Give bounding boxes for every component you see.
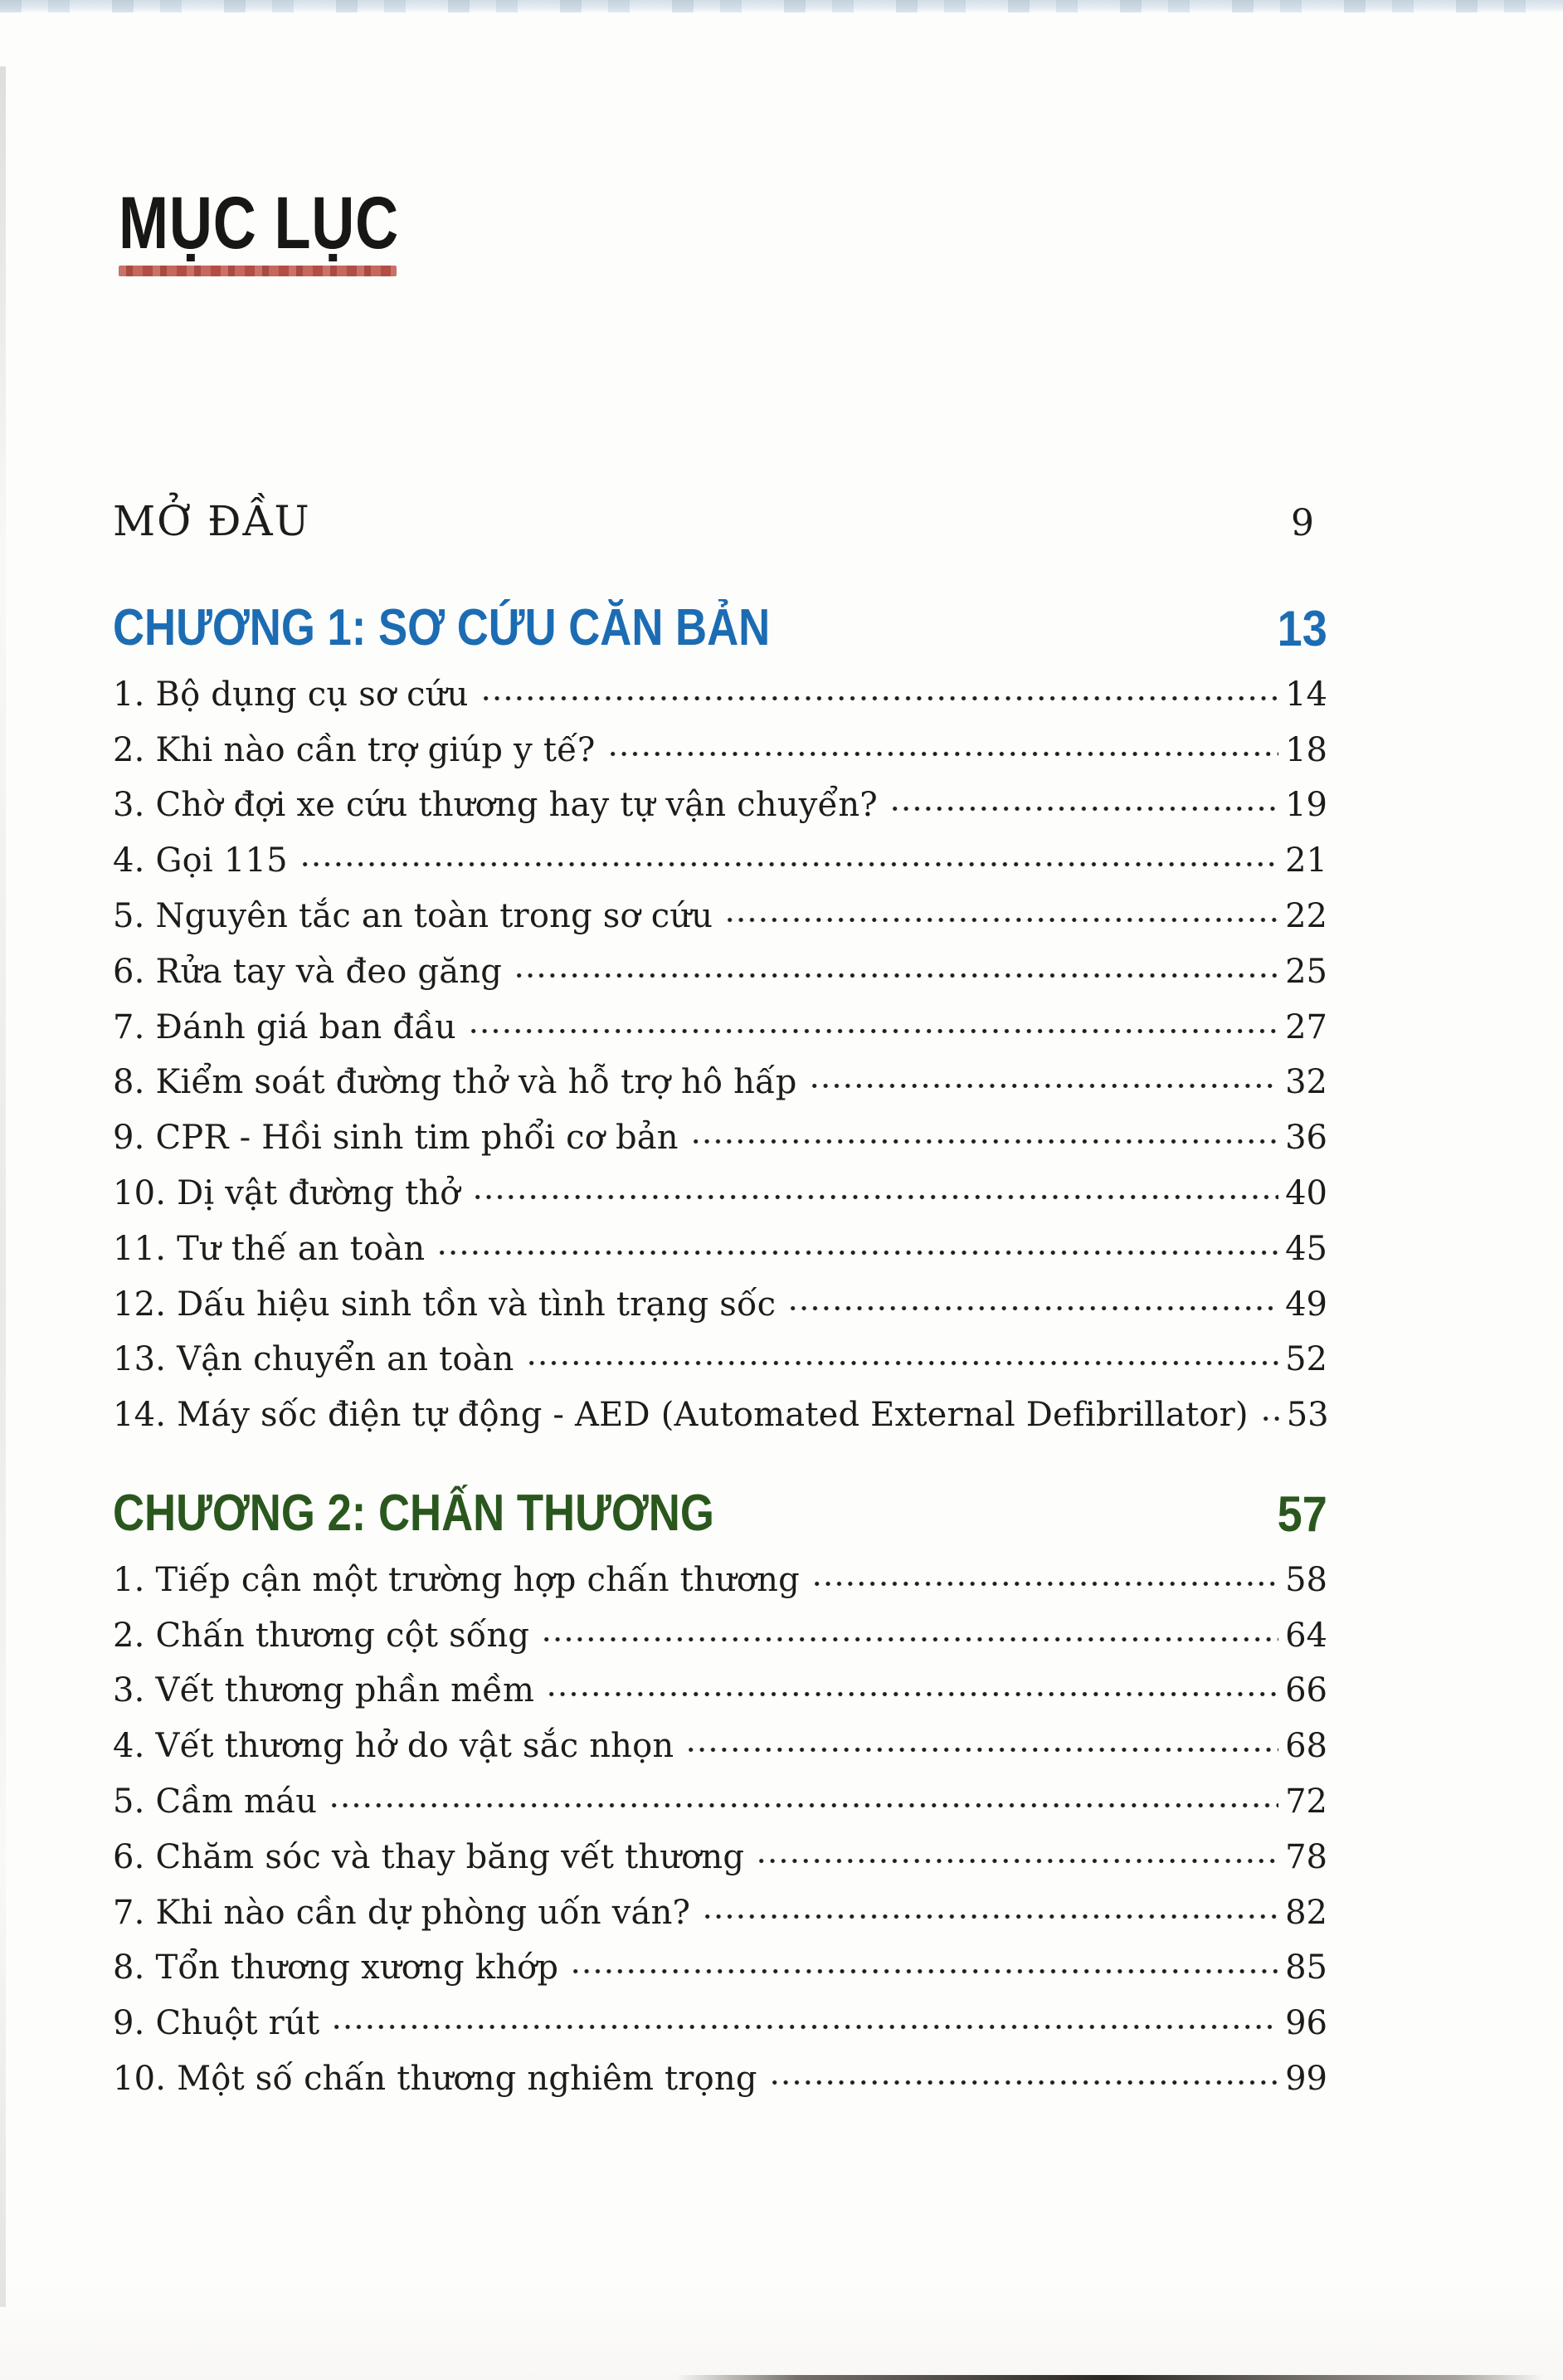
entry-label: 7. Đánh giá ban đầu [113, 1007, 456, 1046]
scan-artifact-bottom-shadow [676, 2375, 1543, 2380]
entry-label: 6. Chăm sóc và thay băng vết thương [113, 1837, 745, 1876]
entry-page-number: 49 [1285, 1285, 1327, 1324]
entry-label: 5. Nguyên tắc an toàn trong sơ cứu [113, 896, 713, 935]
chapter-1-heading [113, 599, 1327, 656]
toc-entry-row [113, 1991, 1327, 2046]
entry-page-number: 64 [1285, 1616, 1327, 1655]
entry-label: 10. Một số chấn thương nghiêm trọng [113, 2059, 757, 2098]
page-title: MỤC LỤC [119, 181, 400, 264]
entry-label: 6. Rửa tay và đeo găng [113, 952, 503, 991]
entry-label: 2. Chấn thương cột sống [113, 1616, 530, 1655]
intro-label: MỞ ĐẦU [113, 497, 311, 545]
entry-page-number: 14 [1285, 675, 1327, 714]
toc-entry-row [113, 1051, 1327, 1106]
entry-page-number: 68 [1285, 1727, 1327, 1766]
dot-leader [299, 861, 1278, 868]
entry-label: 1. Tiếp cận một trường hợp chấn thương [113, 1560, 800, 1599]
entry-page-number: 32 [1285, 1063, 1327, 1102]
toc-entry-row [113, 2046, 1327, 2102]
scan-artifact-top-band [0, 0, 1563, 12]
entry-page-number: 66 [1285, 1671, 1327, 1710]
entry-label: 9. CPR - Hồi sinh tim phổi cơ bản [113, 1119, 679, 1158]
entry-page-number: 53 [1286, 1396, 1329, 1435]
entry-label: 14. Máy sốc điện tự động - AED (Automated External Defibrillator) [113, 1396, 1249, 1435]
entry-label: 3. Chờ đợi xe cứu thương hay tự vận chuyển? [113, 786, 878, 825]
toc-entry-row [113, 828, 1327, 884]
entry-page-number: 96 [1285, 2004, 1327, 2043]
entry-label: 7. Khi nào cần dự phòng uốn ván? [113, 1893, 691, 1932]
chapter-2-section [113, 1485, 1327, 2102]
toc-entry-row [113, 1105, 1327, 1161]
toc-entry-row [113, 1272, 1327, 1328]
dot-leader [607, 750, 1279, 758]
dot-leader [685, 1746, 1278, 1753]
entry-page-number: 99 [1285, 2059, 1327, 2098]
toc-entry-row [113, 1714, 1327, 1769]
toc-entry-row [113, 1548, 1327, 1603]
entry-page-number: 27 [1285, 1007, 1327, 1046]
entry-page-number: 18 [1285, 730, 1327, 769]
toc-entry-row [113, 1328, 1327, 1383]
entry-page-number: 45 [1285, 1229, 1327, 1268]
dot-leader [724, 916, 1278, 924]
toc-entry-row [113, 884, 1327, 939]
dot-leader [809, 1082, 1279, 1090]
dot-leader [769, 2079, 1278, 2086]
dot-leader [541, 1636, 1278, 1643]
entry-label: 10. Dị vật đường thở [113, 1173, 460, 1212]
chapter-1-page-number: 13 [1277, 601, 1327, 656]
dot-leader [436, 1249, 1278, 1256]
dot-leader [331, 2023, 1278, 2031]
toc-entry-row [113, 995, 1327, 1051]
toc-entry-row [113, 662, 1327, 718]
entry-page-number: 58 [1285, 1560, 1327, 1599]
entry-page-number: 21 [1285, 841, 1327, 880]
entry-label: 8. Kiểm soát đường thở và hỗ trợ hô hấp [113, 1063, 797, 1102]
toc-entry-row [113, 1936, 1327, 1992]
entry-page-number: 72 [1285, 1782, 1327, 1821]
entry-page-number: 19 [1285, 786, 1327, 825]
entry-label: 5. Cầm máu [113, 1782, 318, 1821]
toc-entry-row [113, 1603, 1327, 1659]
entry-page-number: 52 [1285, 1340, 1327, 1379]
dot-leader [468, 1027, 1278, 1035]
entry-label: 9. Chuột rút [113, 2004, 320, 2043]
chapter-2-title: CHƯƠNG 2: CHẤN THƯƠNG [113, 1485, 714, 1542]
toc-entry-row [113, 1659, 1327, 1714]
entry-label: 3. Vết thương phần mềm [113, 1671, 535, 1710]
chapter-2-entries [113, 1548, 1327, 2102]
entry-label: 13. Vận chuyển an toàn [113, 1340, 514, 1379]
chapter-2-heading [113, 1485, 1327, 1542]
toc-entry-row [113, 718, 1327, 773]
entry-label: 4. Gọi 115 [113, 841, 288, 880]
dot-leader [787, 1305, 1278, 1312]
dot-leader [480, 695, 1278, 702]
chapter-1-entries [113, 662, 1327, 1438]
toc-entry-row [113, 1880, 1327, 1936]
entry-page-number: 40 [1285, 1173, 1327, 1212]
entry-label: 2. Khi nào cần trợ giúp y tế? [113, 730, 596, 769]
dot-leader [756, 1857, 1278, 1865]
dot-leader [514, 972, 1278, 979]
chapter-1-title: CHƯƠNG 1: SƠ CỨU CĂN BẢN [113, 599, 771, 656]
dot-leader [570, 1968, 1278, 1975]
entry-page-number: 85 [1285, 1948, 1327, 1987]
entry-label: 4. Vết thương hở do vật sắc nhọn [113, 1727, 674, 1766]
entry-page-number: 22 [1285, 896, 1327, 935]
dot-leader [472, 1193, 1279, 1201]
entry-page-number: 25 [1285, 952, 1327, 991]
toc-entry-row [113, 1769, 1327, 1825]
dot-leader [526, 1359, 1278, 1367]
title-underline [119, 266, 397, 276]
toc-entry-row [113, 1217, 1327, 1272]
toc-entry-row [113, 939, 1327, 995]
dot-leader [702, 1913, 1278, 1920]
chapter-1-section [113, 599, 1329, 1438]
toc-entry-row [113, 1161, 1327, 1217]
dot-leader [690, 1138, 1278, 1145]
dot-leader [889, 805, 1278, 812]
scan-artifact-left-edge [0, 66, 6, 2307]
chapter-2-page-number: 57 [1277, 1486, 1327, 1542]
entry-label: 12. Dấu hiệu sinh tồn và tình trạng sốc [113, 1285, 777, 1324]
dot-leader [1260, 1415, 1280, 1422]
entry-label: 11. Tư thế an toàn [113, 1229, 426, 1268]
entry-label: 1. Bộ dụng cụ sơ cứu [113, 675, 469, 714]
toc-entry-row [113, 1383, 1327, 1438]
toc-entry-row [113, 1825, 1327, 1880]
entry-page-number: 82 [1285, 1893, 1327, 1932]
entry-label: 8. Tổn thương xương khớp [113, 1948, 559, 1987]
toc-entry-row [113, 773, 1327, 829]
dot-leader [811, 1580, 1278, 1587]
entry-page-number: 78 [1285, 1837, 1327, 1876]
dot-leader [329, 1802, 1278, 1809]
dot-leader [546, 1690, 1278, 1698]
intro-page-number: 9 [1291, 502, 1314, 544]
toc-intro-row [113, 492, 1327, 547]
entry-page-number: 36 [1285, 1119, 1327, 1158]
